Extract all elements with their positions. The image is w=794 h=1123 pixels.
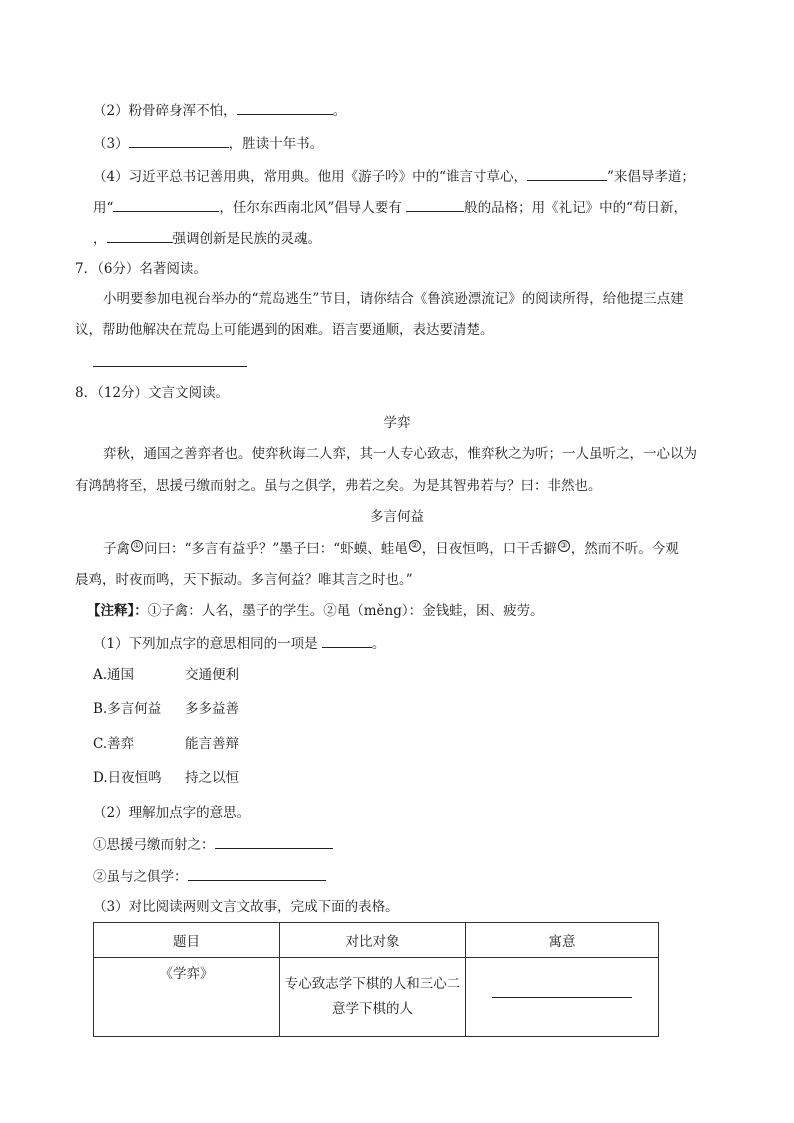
answer-blank[interactable] [188, 866, 326, 881]
passage-2-line-2: 晨鸡，时夜而鸣，天下振动。多言何益？唯其言之时也。” [75, 572, 413, 588]
q6-line-3: （3） ，胜读十年书。 [93, 133, 323, 154]
q7-prompt-line-1: 小明要参加电视台举办的“荒岛逃生”节目，请你结合《鲁滨逊漂流记》的阅读所得，给他提三点建 [103, 291, 684, 307]
q6-line-4a: （4）习近平总书记善用典，常用典。他用《游子吟》中的“谁言寸草心， ”来倡导孝道； [93, 166, 695, 187]
sub-question-1: （1）下列加点字的意思相同的一项是 。 [93, 633, 385, 654]
q6-line-4c: ， 强调创新是民族的灵魂。 [93, 228, 321, 249]
option-b[interactable]: B.多言何益 多多益善 [93, 701, 239, 717]
footnote-marker-3: ③ [558, 540, 570, 552]
table-header-cell: 寓意 [466, 923, 659, 958]
answer-blank[interactable] [492, 983, 632, 998]
table-header-cell: 对比对象 [280, 923, 466, 958]
passage-1-line-1: 弈秋，通国之善弈者也。使弈秋诲二人弈，其一人专心致志，惟弈秋之为听；一人虽听之，一心以为 [103, 446, 697, 462]
footnote-marker-2: ② [409, 540, 421, 552]
table-cell-comparison: 专心致志学下棋的人和三心二意学下棋的人 [280, 958, 466, 1037]
q8-header: 8．（12分）文言文阅读。 [75, 385, 230, 401]
table-cell-meaning[interactable] [466, 958, 659, 1037]
table-header-row [94, 923, 659, 958]
option-a[interactable]: A.通国 交通便利 [93, 667, 239, 683]
annotation: 【注释】：①子禽：人名，墨子的学生。②黾（měng）：金钱蛙，困、疲劳。 [87, 603, 544, 619]
sub-question-3: （3）对比阅读两则文言文故事，完成下面的表格。 [93, 899, 399, 915]
answer-blank[interactable] [129, 133, 229, 148]
answer-blank[interactable] [107, 228, 173, 243]
answer-blank[interactable] [237, 100, 333, 115]
sub-question-2: （2）理解加点字的意思。 [93, 805, 251, 821]
answer-blank[interactable] [406, 197, 464, 212]
q7-prompt-line-2: 议，帮助他解决在荒岛上可能遇到的困难。语言要通顺，表达要清楚。 [75, 322, 494, 338]
q6-line-4b: 用“ ，任尔东西南北风”倡导人要有 般的品格；用《礼记》中的“苟日新， [93, 197, 687, 218]
table-row [94, 958, 659, 1037]
option-d[interactable]: D.日夜恒鸣 持之以恒 [93, 770, 239, 786]
answer-blank[interactable] [215, 834, 333, 849]
q7-answer-line[interactable] [93, 366, 247, 367]
option-c[interactable]: C.善弈 能言善辩 [93, 736, 239, 752]
q6-line-2: （2）粉骨碎身浑不怕， 。 [93, 100, 346, 121]
sub-question-2-item-1: ①思援弓缴而射之： [93, 834, 333, 855]
comparison-table [93, 922, 659, 1037]
sub-question-2-item-2: ②虽与之俱学： [93, 866, 326, 887]
passage-2-line-1: 子禽 ① 问曰：“多言有益乎？”墨子曰：“虾蟆、蛙黾 ② ，日夜恒鸣，口干舌擗 ③ ，然而不听。今观 [103, 540, 679, 557]
answer-blank[interactable] [113, 197, 219, 212]
table-header-cell: 题目 [94, 923, 280, 958]
passage-title-1: 学弈 [383, 415, 411, 431]
passage-title-2: 多言何益 [370, 509, 424, 525]
passage-1-line-2: 有鸿鹄将至，思援弓缴而射之。虽与之俱学，弗若之矣。为是其智弗若与？曰：非然也。 [75, 478, 602, 494]
q7-header: 7．（6分）名著阅读。 [75, 261, 207, 277]
table-cell-title: 《学弈》 [94, 958, 280, 1037]
answer-blank[interactable] [322, 633, 372, 648]
answer-blank[interactable] [527, 166, 607, 181]
footnote-marker-1: ① [131, 540, 143, 552]
